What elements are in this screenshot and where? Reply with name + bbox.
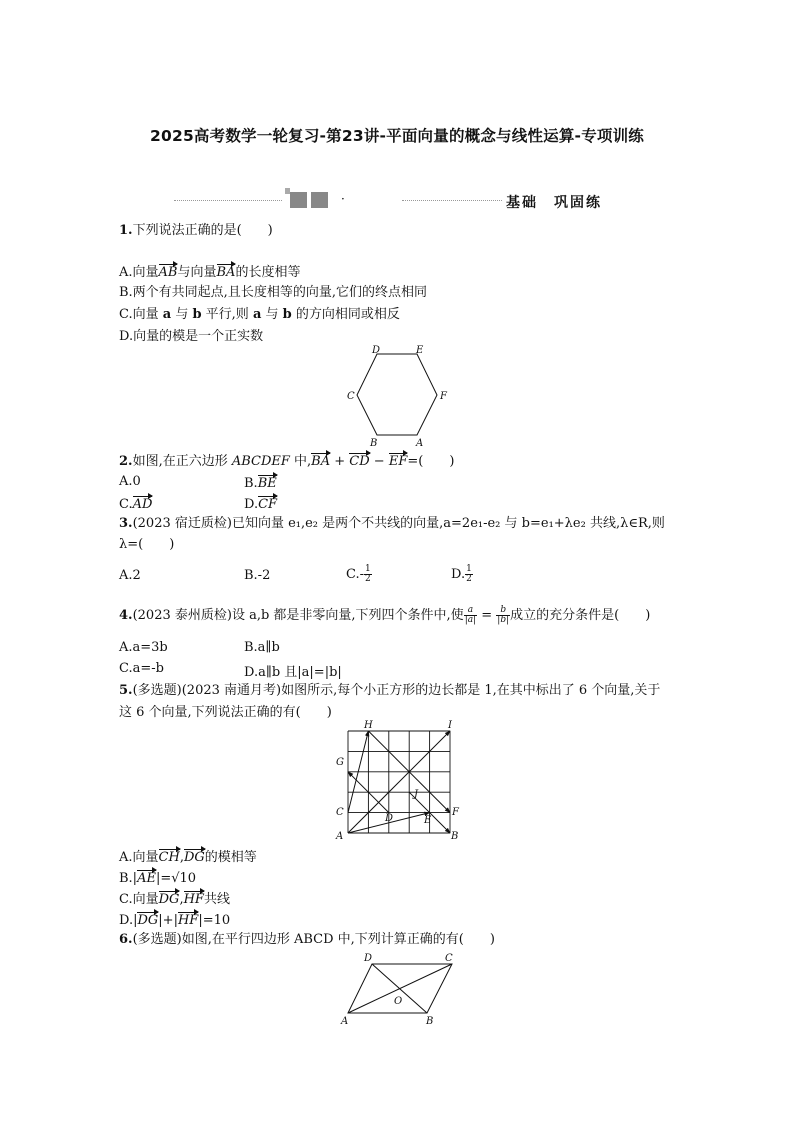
- decor-block: [290, 192, 307, 208]
- q1-option-a: A.向量AB与向量BA的长度相等: [119, 265, 301, 280]
- decor-dot: ·: [341, 192, 345, 206]
- page-title: 2025高考数学一轮复习-第23讲-平面向量的概念与线性运算-专项训练: [149, 127, 644, 145]
- q5-option-a: A.向量CH,DG的模相等: [119, 850, 257, 865]
- q4-option-c: C.a=-b: [119, 661, 164, 676]
- q5-line2: 这 6 个向量,下列说法正确的有( ): [119, 705, 332, 720]
- q2-stem: 2.如图,在正六边形 ABCDEF 中,BA + CD − EF=( ): [119, 454, 455, 469]
- grid-label-h: H: [364, 720, 373, 731]
- hex-label-c: C: [347, 391, 355, 402]
- hex-label-f: F: [440, 391, 447, 402]
- grid-label-a: A: [336, 831, 344, 842]
- q1-stem: 1.下列说法正确的是( ): [119, 223, 273, 238]
- q2-option-d: D.CF: [244, 497, 278, 512]
- q2-option-a: A.0: [119, 474, 141, 489]
- q2-option-c: C.AD: [119, 497, 153, 512]
- q5-line1: 5.(多选题)(2023 南通月考)如图所示,每个小正方形的边长都是 1,在其中标出了 6 个向量,关于: [119, 683, 661, 698]
- grid-label-j: J: [414, 789, 419, 800]
- para-label-b: B: [426, 1016, 434, 1027]
- hex-label-a: A: [416, 438, 424, 448]
- q3-line1: 3.(2023 宿迁质检)已知向量 e₁,e₂ 是两个不共线的向量,a=2e₁-e₂ 与 b=e₁+λe₂ 共线,λ∈R,则: [119, 516, 665, 531]
- grid-label-c: C: [336, 807, 344, 818]
- grid-figure: [330, 718, 465, 842]
- q4-stem: 4.(2023 泰州质检)设 a,b 都是非零向量,下列四个条件中,使 $\frac{a}{|a|}$ = $\frac{b}{|b|}$ 成立的充分条件是( ): [119, 605, 651, 625]
- grid-label-g: G: [336, 757, 344, 768]
- q3-option-c: C.- $\frac{1}{2}$: [346, 564, 371, 584]
- hex-label-d: D: [372, 345, 381, 356]
- decor-block: [311, 192, 328, 208]
- q2-option-b: B.BE: [244, 476, 277, 491]
- q1-option-b: B.两个有共同起点,且长度相等的向量,它们的终点相同: [119, 285, 427, 300]
- grid-label-e: E: [424, 815, 432, 826]
- hexagon-figure: [340, 343, 460, 448]
- q4-option-d: D.a∥b 且|a|=|b|: [244, 665, 342, 680]
- para-label-d: D: [364, 953, 373, 964]
- para-label-o: O: [394, 996, 403, 1007]
- dotted-rule-left: [174, 200, 282, 201]
- q5-option-b: B.|AE|=√10: [119, 871, 197, 886]
- section-title: 基础 巩固练: [506, 195, 602, 211]
- q3-option-b: B.-2: [244, 568, 271, 583]
- dotted-rule-right: [402, 200, 502, 201]
- q3-line2: λ=( ): [119, 537, 175, 552]
- q1-option-c: C.向量 a 与 b 平行,则 a 与 b 的方向相同或相反: [119, 307, 400, 322]
- q4-option-a: A.a=3b: [119, 640, 168, 655]
- q5-option-c: C.向量DG,HF共线: [119, 892, 230, 907]
- grid-label-i: I: [448, 720, 452, 731]
- grid-label-d: D: [385, 813, 394, 824]
- q6-stem: 6.(多选题)如图,在平行四边形 ABCD 中,下列计算正确的有( ): [119, 932, 495, 947]
- grid-label-b: B: [451, 831, 459, 842]
- para-label-c: C: [445, 953, 453, 964]
- q5-option-d: D.|DG|+|HF|=10: [119, 913, 231, 928]
- hexagon-shape: [357, 354, 437, 435]
- q4-option-b: B.a∥b: [244, 640, 280, 655]
- parallelogram-figure: [336, 952, 466, 1028]
- q3-option-d: D. $\frac{1}{2}$: [451, 564, 472, 584]
- section-header: [170, 188, 630, 216]
- vector-arrows: [348, 731, 450, 833]
- grid-label-f: F: [452, 807, 459, 818]
- hex-label-e: E: [416, 345, 424, 356]
- q3-option-a: A.2: [119, 568, 141, 583]
- para-label-a: A: [341, 1016, 349, 1027]
- q1-option-d: D.向量的模是一个正实数: [119, 329, 264, 344]
- hex-label-b: B: [370, 438, 378, 448]
